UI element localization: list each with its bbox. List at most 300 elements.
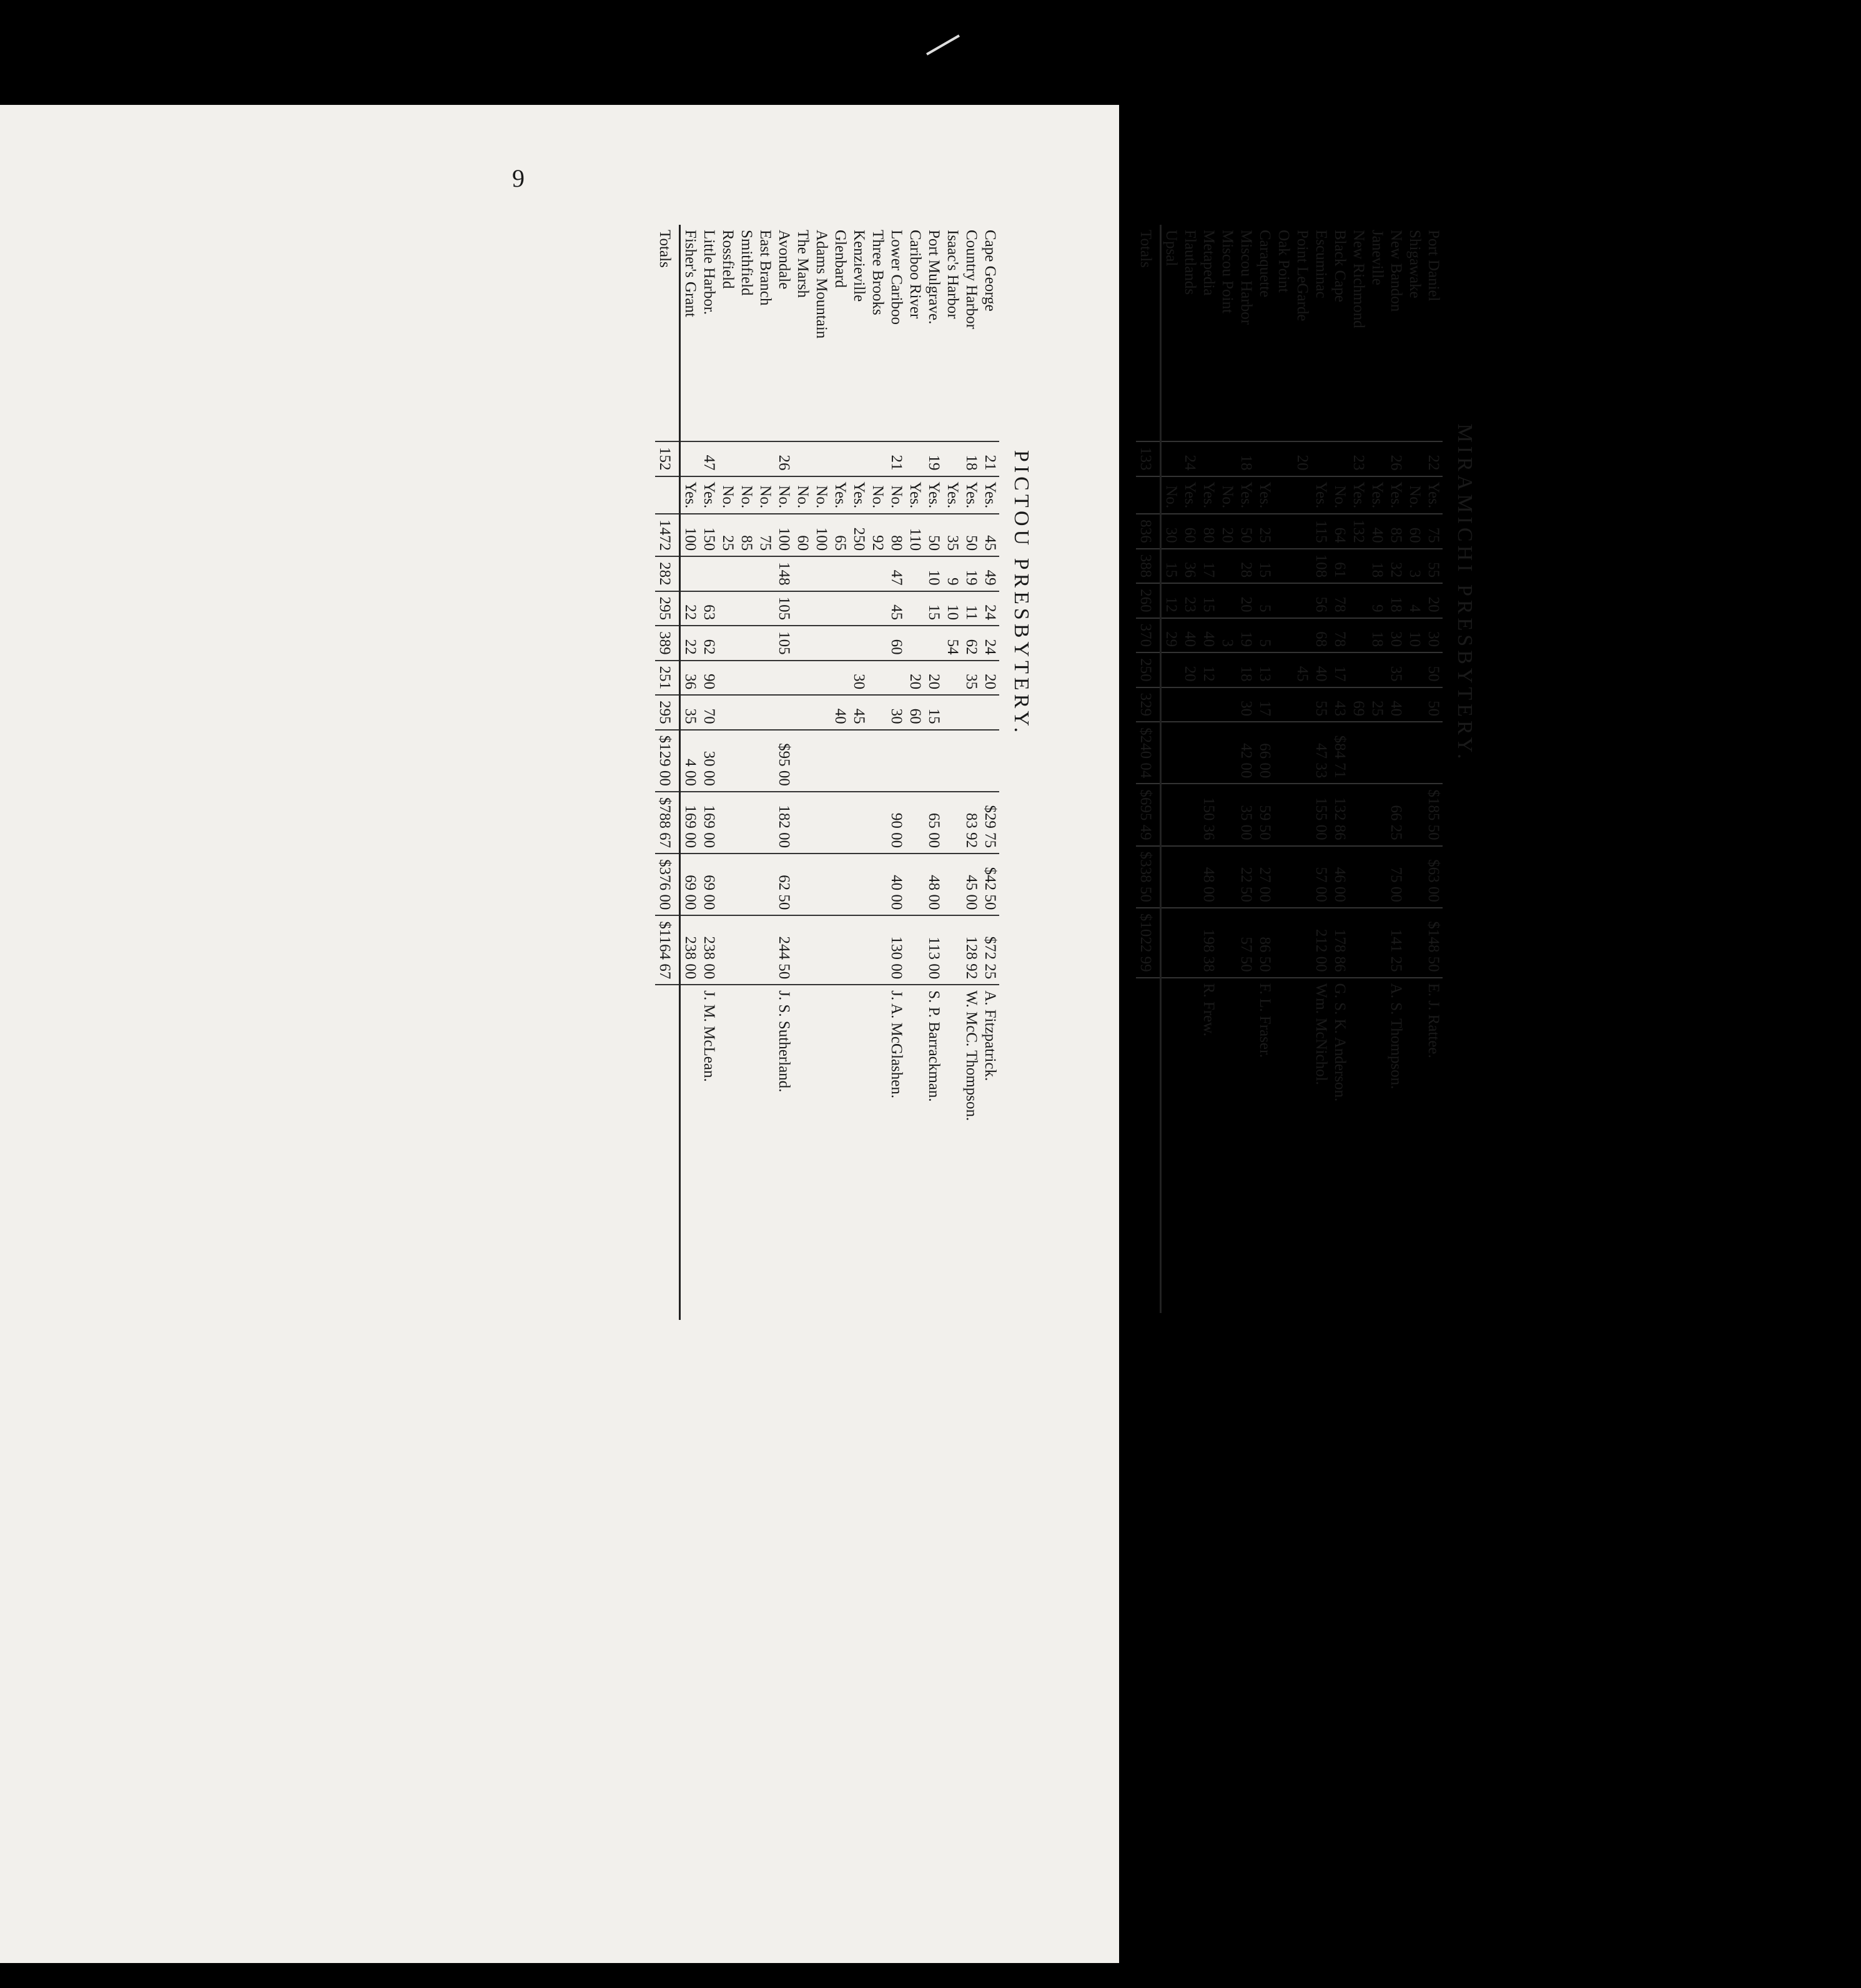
station-name: Port Mulgrave. — [924, 225, 943, 441]
cell-c4 — [831, 556, 849, 591]
cell-c5: 9 — [1368, 583, 1386, 618]
cell-c4: 32 — [1386, 549, 1405, 584]
cell-c11: $376 00 — [655, 854, 680, 915]
cell-c4: 10 — [924, 556, 943, 591]
table-row — [1274, 225, 1293, 1313]
minister-name — [718, 985, 737, 1320]
station-name: Smithfield — [737, 225, 756, 441]
cell-c12 — [943, 915, 962, 985]
cell-c5: 12 — [1161, 583, 1181, 618]
cell-c7 — [756, 661, 774, 696]
cell-c8 — [1405, 687, 1424, 722]
table-row — [1218, 225, 1237, 1313]
cell-c5 — [1218, 583, 1237, 618]
cell-c2: Yes. — [849, 476, 868, 514]
cell-c4 — [793, 556, 812, 591]
minister-name — [1218, 978, 1237, 1313]
table-row — [793, 225, 812, 1320]
cell-c3: 132 — [1349, 514, 1368, 549]
station-name: New Bandon — [1386, 225, 1405, 441]
cell-c7 — [1161, 652, 1181, 687]
cell-c5: 10 — [943, 591, 962, 626]
cell-c8: 17 — [1255, 687, 1274, 722]
cell-c3: 50 — [924, 514, 943, 556]
cell-c6 — [924, 626, 943, 661]
cell-c2: No. — [774, 476, 793, 514]
cell-c5 — [906, 591, 924, 626]
cell-c12: 198 38 — [1199, 908, 1218, 978]
cell-c10 — [849, 792, 868, 854]
cell-c7: 250 — [1136, 652, 1161, 687]
cell-c1: 47 — [699, 441, 718, 476]
cell-c12 — [1180, 908, 1199, 978]
station-name: Rossfield — [718, 225, 737, 441]
table-row — [1424, 225, 1443, 1313]
cell-c12: 238 00 — [680, 915, 700, 985]
cell-c1: 26 — [774, 441, 793, 476]
cell-c10: $29 75 — [980, 792, 999, 854]
totals-label: Totals — [655, 225, 680, 441]
cell-c4 — [1349, 549, 1368, 584]
table-row — [943, 225, 962, 1320]
table-row — [680, 225, 700, 1320]
cell-c7: 35 — [1386, 652, 1405, 687]
cell-c7: 18 — [1237, 652, 1255, 687]
cell-c2: Yes. — [906, 476, 924, 514]
cell-c5 — [718, 591, 737, 626]
cell-c12: 178 86 — [1330, 908, 1349, 978]
cell-c10: $695 49 — [1136, 784, 1161, 845]
cell-c10 — [1274, 784, 1293, 845]
corner-mark — [926, 34, 960, 55]
cell-c7: 20 — [906, 661, 924, 696]
cell-c4: 3 — [1405, 549, 1424, 584]
table-row — [812, 225, 831, 1320]
minister-name — [1405, 978, 1424, 1313]
cell-c8 — [868, 695, 887, 730]
cell-c10 — [737, 792, 756, 854]
cell-c12 — [718, 915, 737, 985]
cell-c1 — [1330, 441, 1349, 476]
cell-c11 — [718, 854, 737, 915]
cell-c11 — [1218, 846, 1237, 908]
cell-c3: 100 — [774, 514, 793, 556]
station-name: Upsal — [1161, 225, 1181, 441]
cell-c9 — [1349, 722, 1368, 784]
cell-c8: 40 — [831, 695, 849, 730]
cell-c2: Yes. — [831, 476, 849, 514]
cell-c6: 3 — [1218, 618, 1237, 653]
cell-c3: 35 — [943, 514, 962, 556]
cell-c11: 75 00 — [1386, 846, 1405, 908]
cell-c12: 212 00 — [1311, 908, 1330, 978]
table-row — [831, 225, 849, 1320]
cell-c12 — [1293, 908, 1311, 978]
cell-c6: 24 — [980, 626, 999, 661]
cell-c2 — [1274, 476, 1293, 514]
station-name: Janeville — [1368, 225, 1386, 441]
cell-c1: 18 — [1237, 441, 1255, 476]
cell-c8 — [1274, 687, 1293, 722]
cell-c2: Yes. — [1255, 476, 1274, 514]
table-row — [1349, 225, 1368, 1313]
cell-c11 — [1180, 846, 1199, 908]
cell-c9 — [924, 730, 943, 792]
cell-c10 — [1218, 784, 1237, 845]
cell-c11: $338 50 — [1136, 846, 1161, 908]
cell-c6: 68 — [1311, 618, 1330, 653]
rotated-content — [656, 0, 1861, 1623]
cell-c11: $42 50 — [980, 854, 999, 915]
cell-c11: 22 50 — [1237, 846, 1255, 908]
table-row — [718, 225, 737, 1320]
cell-c12: $1022 99 — [1136, 908, 1161, 978]
minister-name: J. A. McGlashen. — [888, 990, 905, 1099]
cell-c1: 152 — [655, 441, 680, 476]
cell-c3: 100 — [680, 514, 700, 556]
cell-c3: 65 — [831, 514, 849, 556]
cell-c11: 48 00 — [924, 854, 943, 915]
cell-c6: 5 — [1255, 618, 1274, 653]
cell-c9 — [1386, 722, 1405, 784]
cell-c2: Yes. — [1199, 476, 1218, 514]
table-total-row — [1136, 225, 1161, 1313]
cell-c7 — [774, 661, 793, 696]
cell-c3: 60 — [793, 514, 812, 556]
minister-name — [737, 985, 756, 1320]
cell-c7: 45 — [1293, 652, 1311, 687]
cell-c9 — [718, 730, 737, 792]
table-row — [1199, 225, 1218, 1313]
pictou-title: PICTOU PRESBYTERY. — [1010, 450, 1033, 737]
cell-c6: 105 — [774, 626, 793, 661]
cell-c12: $1164 67 — [655, 915, 680, 985]
cell-c1 — [1274, 441, 1293, 476]
cell-c1: 21 — [980, 441, 999, 476]
station-name: Adams Mountain — [812, 225, 831, 441]
cell-c8 — [1180, 687, 1199, 722]
cell-c5: 105 — [774, 591, 793, 626]
cell-c11 — [1405, 846, 1424, 908]
cell-c7 — [887, 661, 906, 696]
minister-name — [1237, 978, 1255, 1313]
cell-c6: 19 — [1237, 618, 1255, 653]
minister-name — [756, 985, 774, 1320]
minister-name — [1136, 978, 1161, 1313]
station-name: Cariboo River — [906, 225, 924, 441]
station-name: Caraquette — [1255, 225, 1274, 441]
cell-c4: 108 — [1311, 549, 1330, 584]
table-row — [868, 225, 887, 1320]
cell-c3: 115 — [1311, 514, 1330, 549]
minister-name — [655, 985, 680, 1320]
cell-c10 — [718, 792, 737, 854]
cell-c3: 75 — [1424, 514, 1443, 549]
cell-c3: 100 — [812, 514, 831, 556]
cell-c7 — [831, 661, 849, 696]
cell-c12 — [868, 915, 887, 985]
cell-c5: 5 — [1255, 583, 1274, 618]
cell-c8: 35 — [680, 695, 700, 730]
cell-c8 — [756, 695, 774, 730]
cell-c1: 133 — [1136, 441, 1161, 476]
station-name: Point LeGarde — [1293, 225, 1311, 441]
cell-c3: 75 — [756, 514, 774, 556]
cell-c12: 128 92 — [962, 915, 980, 985]
table-row — [1293, 225, 1311, 1313]
station-name: Lower Cariboo — [887, 225, 906, 441]
cell-c2: No. — [737, 476, 756, 514]
cell-c6 — [756, 626, 774, 661]
cell-c5 — [1274, 583, 1293, 618]
cell-c10 — [1405, 784, 1424, 845]
pictou-table — [655, 225, 999, 1320]
cell-c5 — [831, 591, 849, 626]
station-name: Metapedia — [1199, 225, 1218, 441]
table-row — [774, 225, 793, 1320]
cell-c7: 50 — [1424, 652, 1443, 687]
cell-c6 — [1349, 618, 1368, 653]
cell-c9 — [980, 730, 999, 792]
cell-c8: 40 — [1386, 687, 1405, 722]
cell-c10 — [1368, 784, 1386, 845]
cell-c5 — [793, 591, 812, 626]
table-row — [1330, 225, 1349, 1313]
cell-c7: 36 — [680, 661, 700, 696]
cell-c10 — [1349, 784, 1368, 845]
table-row — [962, 225, 980, 1320]
cell-c5: 45 — [887, 591, 906, 626]
cell-c6: 62 — [962, 626, 980, 661]
cell-c3: 25 — [1255, 514, 1274, 549]
cell-c5: 23 — [1180, 583, 1199, 618]
cell-c7: 12 — [1199, 652, 1218, 687]
cell-c10: 155 00 — [1311, 784, 1330, 845]
cell-c4: 19 — [962, 556, 980, 591]
cell-c4: 388 — [1136, 549, 1161, 584]
cell-c4: 148 — [774, 556, 793, 591]
cell-c9: 42 00 — [1237, 722, 1255, 784]
table-row — [1368, 225, 1386, 1313]
cell-c4 — [849, 556, 868, 591]
cell-c12: 57 50 — [1237, 908, 1255, 978]
cell-c4 — [868, 556, 887, 591]
cell-c1 — [849, 441, 868, 476]
minister-name — [793, 985, 812, 1320]
cell-c10 — [1180, 784, 1199, 845]
cell-c8 — [737, 695, 756, 730]
cell-c12 — [756, 915, 774, 985]
cell-c6: 10 — [1405, 618, 1424, 653]
station-name: Oak Point — [1274, 225, 1293, 441]
cell-c8: 30 — [1237, 687, 1255, 722]
cell-c8 — [943, 695, 962, 730]
cell-c1: 24 — [1180, 441, 1199, 476]
cell-c9: $84 71 — [1330, 722, 1349, 784]
cell-c10 — [831, 792, 849, 854]
cell-c4 — [906, 556, 924, 591]
cell-c10: 65 00 — [924, 792, 943, 854]
cell-c4: 47 — [887, 556, 906, 591]
cell-c3: 80 — [887, 514, 906, 556]
minister-name: E. J. Rattee. — [1425, 983, 1442, 1058]
station-name: Miscou Harbor — [1237, 225, 1255, 441]
station-name: Flautlands — [1180, 225, 1199, 441]
cell-c3: 50 — [1237, 514, 1255, 549]
cell-c12: 141 25 — [1386, 908, 1405, 978]
cell-c2: Yes. — [1311, 476, 1330, 514]
cell-c2: Yes. — [943, 476, 962, 514]
cell-c3: 50 — [962, 514, 980, 556]
cell-c5: 295 — [655, 591, 680, 626]
cell-c7 — [1405, 652, 1424, 687]
cell-c11 — [793, 854, 812, 915]
cell-c11: 69 00 — [680, 854, 700, 915]
cell-c1 — [812, 441, 831, 476]
cell-c10 — [793, 792, 812, 854]
cell-c11 — [737, 854, 756, 915]
cell-c5: 4 — [1405, 583, 1424, 618]
cell-c12 — [1349, 908, 1368, 978]
cell-c5: 15 — [924, 591, 943, 626]
minister-name — [680, 985, 700, 1320]
cell-c7: 20 — [980, 661, 999, 696]
cell-c6: 370 — [1136, 618, 1161, 653]
minister-name — [812, 985, 831, 1320]
table-row — [756, 225, 774, 1320]
cell-c4: 17 — [1199, 549, 1218, 584]
table-row — [737, 225, 756, 1320]
cell-c4: 15 — [1255, 549, 1274, 584]
cell-c7 — [868, 661, 887, 696]
minister-name — [1180, 978, 1199, 1313]
table-row — [1237, 225, 1255, 1313]
cell-c12: 244 50 — [774, 915, 793, 985]
cell-c2: No. — [756, 476, 774, 514]
minister-name: R. Frew. — [1200, 983, 1217, 1036]
cell-c10 — [943, 792, 962, 854]
table-row — [1161, 225, 1181, 1313]
minister-name: W. McC. Thompson. — [963, 990, 980, 1121]
table-row — [1311, 225, 1330, 1313]
cell-c12: $148 50 — [1424, 908, 1443, 978]
cell-c5 — [868, 591, 887, 626]
cell-c8 — [1161, 687, 1181, 722]
cell-c10 — [1293, 784, 1311, 845]
cell-c1: 23 — [1349, 441, 1368, 476]
cell-c6 — [849, 626, 868, 661]
cell-c8: 50 — [1424, 687, 1443, 722]
cell-c11: 40 00 — [887, 854, 906, 915]
cell-c10: 35 00 — [1237, 784, 1255, 845]
cell-c9 — [849, 730, 868, 792]
cell-c12: 86 50 — [1255, 908, 1274, 978]
cell-c6 — [1293, 618, 1311, 653]
cell-c6 — [718, 626, 737, 661]
cell-c8: 70 — [699, 695, 718, 730]
cell-c1 — [737, 441, 756, 476]
cell-c9: $240 04 — [1136, 722, 1161, 784]
cell-c11: 57 00 — [1311, 846, 1330, 908]
table-row — [849, 225, 868, 1320]
cell-c8 — [812, 695, 831, 730]
minister-name — [906, 985, 924, 1320]
table-row — [906, 225, 924, 1320]
cell-c4 — [718, 556, 737, 591]
cell-c4: 9 — [943, 556, 962, 591]
cell-c9 — [962, 730, 980, 792]
cell-c1 — [943, 441, 962, 476]
cell-c10: 150 36 — [1199, 784, 1218, 845]
cell-c6: 60 — [887, 626, 906, 661]
cell-c3: 45 — [980, 514, 999, 556]
cell-c7: 90 — [699, 661, 718, 696]
cell-c4: 55 — [1424, 549, 1443, 584]
cell-c5 — [756, 591, 774, 626]
cell-c5 — [849, 591, 868, 626]
cell-c7: 13 — [1255, 652, 1274, 687]
cell-c6 — [1274, 618, 1293, 653]
cell-c2: Yes. — [924, 476, 943, 514]
cell-c8 — [962, 695, 980, 730]
cell-c5: 15 — [1199, 583, 1218, 618]
totals-label: Totals — [1136, 225, 1161, 441]
cell-c1 — [1311, 441, 1330, 476]
cell-c7 — [812, 661, 831, 696]
cell-c1 — [1218, 441, 1237, 476]
cell-c7 — [1349, 652, 1368, 687]
cell-c11 — [1349, 846, 1368, 908]
cell-c4: 28 — [1237, 549, 1255, 584]
cell-c12 — [812, 915, 831, 985]
cell-c7 — [1218, 652, 1237, 687]
minister-name — [849, 985, 868, 1320]
cell-c8: 43 — [1330, 687, 1349, 722]
minister-name: Wm. McNichol. — [1313, 983, 1330, 1085]
cell-c1 — [718, 441, 737, 476]
cell-c2: No. — [1405, 476, 1424, 514]
cell-c7 — [1274, 652, 1293, 687]
cell-c10: 182 00 — [774, 792, 793, 854]
cell-c3: 60 — [1405, 514, 1424, 549]
cell-c3: 836 — [1136, 514, 1161, 549]
cell-c6: 62 — [699, 626, 718, 661]
cell-c2: Yes. — [680, 476, 700, 514]
cell-c1 — [1255, 441, 1274, 476]
cell-c2: Yes. — [1237, 476, 1255, 514]
minister-name: S. P. Barrackman. — [926, 990, 942, 1102]
cell-c4: 36 — [1180, 549, 1199, 584]
cell-c9 — [1293, 722, 1311, 784]
cell-c3: 85 — [737, 514, 756, 556]
cell-c4 — [699, 556, 718, 591]
cell-c11 — [831, 854, 849, 915]
cell-c9 — [887, 730, 906, 792]
table-row — [1180, 225, 1199, 1313]
cell-c3: 250 — [849, 514, 868, 556]
cell-c2: No. — [868, 476, 887, 514]
cell-c12 — [1218, 908, 1237, 978]
cell-c2: No. — [887, 476, 906, 514]
cell-c5: 20 — [1237, 583, 1255, 618]
cell-c6: 30 — [1424, 618, 1443, 653]
cell-c9 — [1368, 722, 1386, 784]
cell-c4 — [737, 556, 756, 591]
cell-c4: 15 — [1161, 549, 1181, 584]
station-name: Little Harbor. — [699, 225, 718, 441]
cell-c12 — [849, 915, 868, 985]
station-name: Avondale — [774, 225, 793, 441]
